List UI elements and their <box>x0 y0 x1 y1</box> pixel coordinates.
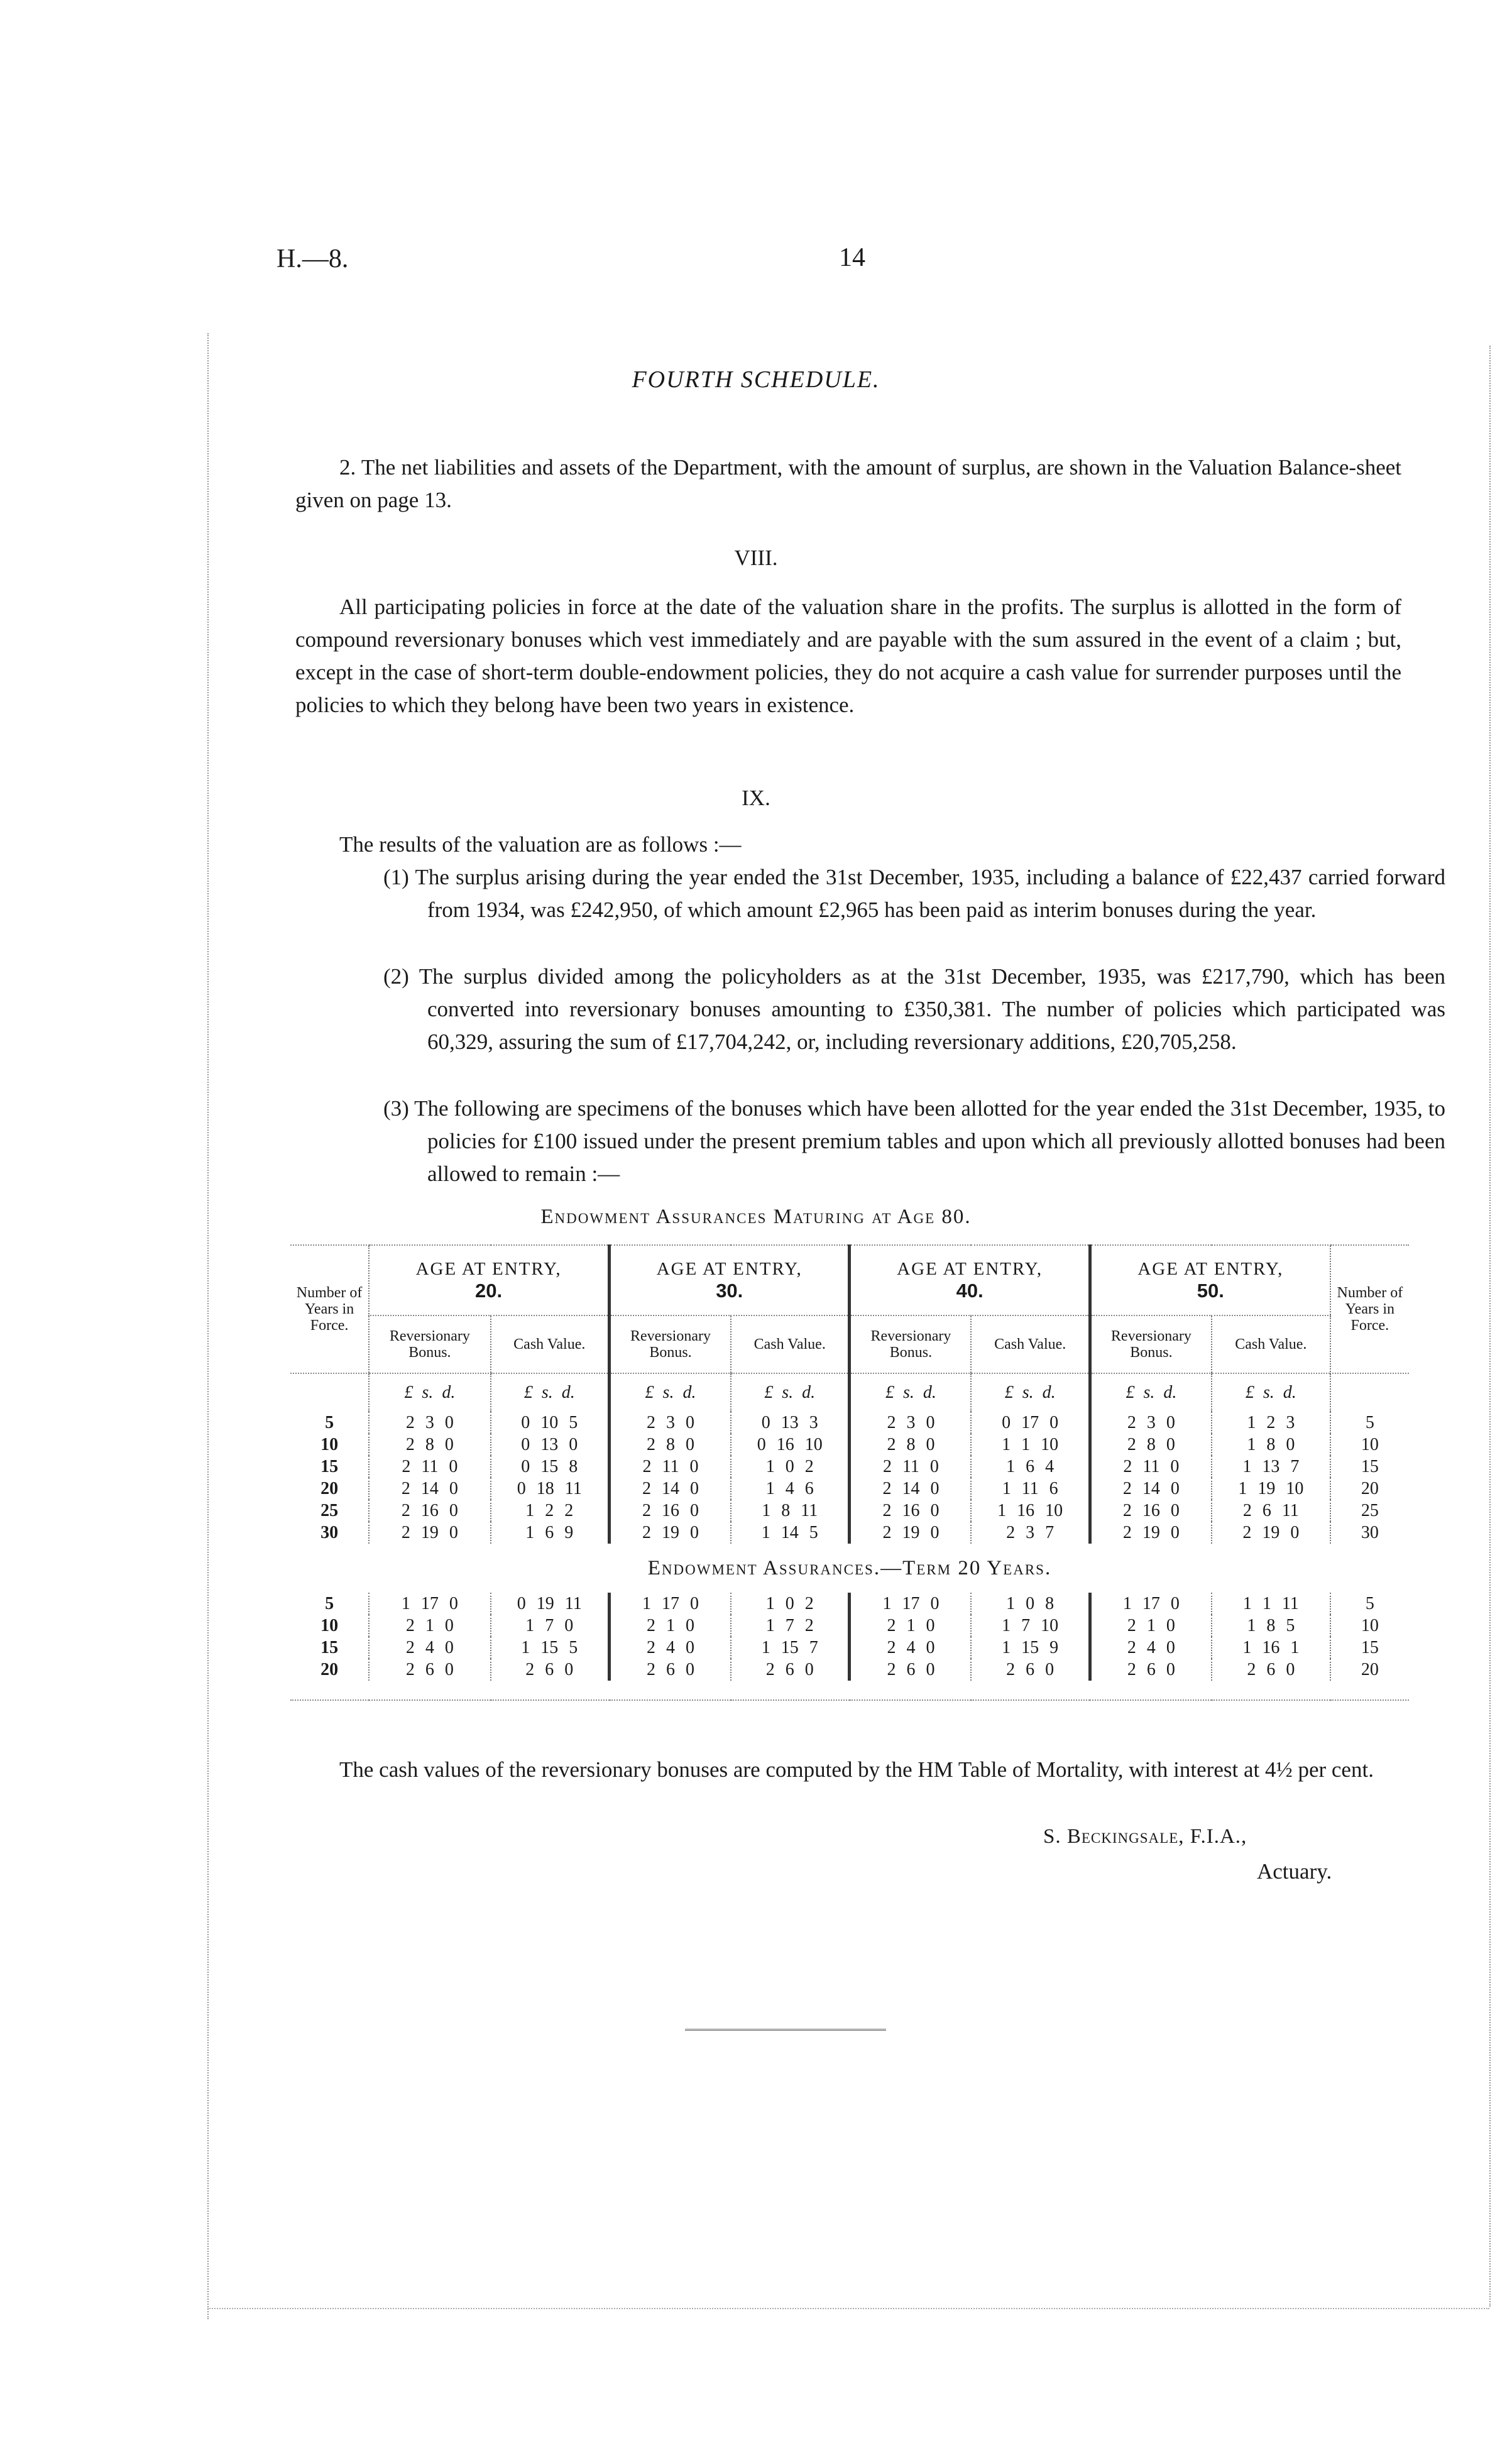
units-cell: £ s. d. <box>491 1373 610 1412</box>
cash-value-cell: 0 13 3 <box>731 1412 850 1434</box>
cash-value-cell: 0 15 8 <box>491 1456 610 1478</box>
reversionary-bonus-cell: 2 1 0 <box>369 1615 490 1637</box>
reversionary-bonus-cell: 2 14 0 <box>1090 1478 1211 1500</box>
signature-name: S. Beckingsale, F.I.A., <box>1043 1825 1247 1848</box>
cash-value-cell: 1 1 10 <box>971 1434 1090 1456</box>
reversionary-bonus-cell: 2 4 0 <box>369 1637 490 1659</box>
reversionary-bonus-cell: 1 17 0 <box>369 1593 490 1615</box>
years-in-force-cell: 25 <box>320 1500 339 1520</box>
cash-value-cell: 1 13 7 <box>1212 1456 1330 1478</box>
reversionary-bonus-cell: 2 6 0 <box>1090 1659 1211 1681</box>
cash-value-cell: 1 2 3 <box>1212 1412 1330 1434</box>
term-20-rows <box>290 1593 1409 1681</box>
years-in-force-cell: 15 <box>1330 1456 1409 1478</box>
cash-value-cell: 1 19 10 <box>1212 1478 1330 1500</box>
cash-value-cell: 2 3 7 <box>971 1522 1090 1544</box>
reversionary-bonus-cell: 2 19 0 <box>610 1522 731 1544</box>
years-in-force-cell: 15 <box>1330 1637 1409 1659</box>
reversionary-bonus-header: Reversionary Bonus. <box>610 1315 731 1373</box>
cash-value-cell: 2 19 0 <box>1212 1522 1330 1544</box>
reversionary-bonus-cell: 2 19 0 <box>850 1522 971 1544</box>
years-in-force-cell: 30 <box>320 1522 339 1542</box>
result-item-2: (2) The surplus divided among the policyholders as at the 31st December, 1935, was £217,790, which has been converted into reversionary bonuses amounting to £350,381. The number of policies which participated was 60,329, assuring the sum of £17,704,242, or, including reversionary additions, £20,705,258. <box>383 964 1445 1054</box>
reversionary-bonus-cell: 2 11 0 <box>369 1456 490 1478</box>
age-at-entry-label: AGE AT ENTRY, <box>656 1258 803 1279</box>
reversionary-bonus-cell: 1 17 0 <box>850 1593 971 1615</box>
reversionary-bonus-header: Reversionary Bonus. <box>369 1315 490 1373</box>
reversionary-bonus-header: Reversionary Bonus. <box>1090 1315 1211 1373</box>
cash-value-cell: 1 15 9 <box>971 1637 1090 1659</box>
age-50: 50. <box>1197 1279 1224 1302</box>
section-ix-heading: IX. <box>742 786 770 810</box>
result-item-3: (3) The following are specimens of the bonuses which have been allotted for the year ended the 31st December, 1935, to policies for £100 issued under the present premium tables and upon which all previously allotted bonuses had been allowed to remain :— <box>383 1096 1445 1186</box>
years-in-force-cell: 10 <box>1330 1615 1409 1637</box>
age-40: 40. <box>956 1279 983 1302</box>
reversionary-bonus-cell: 1 17 0 <box>610 1593 731 1615</box>
cash-value-header: Cash Value. <box>971 1315 1090 1373</box>
reversionary-bonus-cell: 2 11 0 <box>610 1456 731 1478</box>
units-cell: £ s. d. <box>971 1373 1090 1412</box>
reversionary-bonus-cell: 2 3 0 <box>850 1412 971 1434</box>
years-in-force-cell: 15 <box>320 1637 339 1657</box>
cash-value-cell: 1 0 8 <box>971 1593 1090 1615</box>
reversionary-bonus-cell: 2 14 0 <box>850 1478 971 1500</box>
cash-value-cell: 0 13 0 <box>491 1434 610 1456</box>
years-in-force-cell: 30 <box>1330 1522 1409 1544</box>
table-title: Endowment Assurances Maturing at Age 80. <box>540 1205 972 1228</box>
table-row <box>290 1412 1409 1434</box>
reversionary-bonus-cell: 2 14 0 <box>369 1478 490 1500</box>
age-20: 20. <box>475 1279 503 1302</box>
cash-value-cell: 1 8 0 <box>1212 1434 1330 1456</box>
reversionary-bonus-cell: 2 4 0 <box>850 1637 971 1659</box>
units-cell: £ s. d. <box>1212 1373 1330 1412</box>
maturing-age-80-rows <box>290 1412 1409 1544</box>
cash-value-cell: 1 7 0 <box>491 1615 610 1637</box>
cash-value-cell: 0 16 10 <box>731 1434 850 1456</box>
years-in-force-cell: 5 <box>325 1412 334 1432</box>
years-in-force-cell: 20 <box>1330 1659 1409 1681</box>
end-rule <box>685 2029 886 2031</box>
units-cell: £ s. d. <box>731 1373 850 1412</box>
reversionary-bonus-cell: 2 1 0 <box>850 1615 971 1637</box>
reversionary-bonus-cell: 1 17 0 <box>1090 1593 1211 1615</box>
reversionary-bonus-cell: 2 6 0 <box>369 1659 490 1681</box>
right-margin-rule <box>1489 346 1491 2307</box>
cash-value-cell: 1 4 6 <box>731 1478 850 1500</box>
cash-value-cell: 1 1 11 <box>1212 1593 1330 1615</box>
paragraph-ix-intro: The results of the valuation are as follows :— <box>339 832 742 857</box>
age-at-entry-label: AGE AT ENTRY, <box>897 1258 1043 1279</box>
cash-value-cell: 1 11 6 <box>971 1478 1090 1500</box>
table-row <box>290 1637 1409 1659</box>
cash-value-cell: 1 16 10 <box>971 1500 1090 1522</box>
cash-value-cell: 1 14 5 <box>731 1522 850 1544</box>
cash-value-cell: 1 16 1 <box>1212 1637 1330 1659</box>
reversionary-bonus-cell: 2 11 0 <box>1090 1456 1211 1478</box>
years-in-force-cell: 5 <box>325 1593 334 1613</box>
units-cell: £ s. d. <box>850 1373 971 1412</box>
cash-value-cell: 2 6 0 <box>491 1659 610 1681</box>
table-row <box>290 1434 1409 1456</box>
years-in-force-cell: 25 <box>1330 1500 1409 1522</box>
years-in-force-cell: 20 <box>1330 1478 1409 1500</box>
reversionary-bonus-cell: 2 16 0 <box>610 1500 731 1522</box>
cash-value-cell: 1 0 2 <box>731 1456 850 1478</box>
cash-value-cell: 0 19 11 <box>491 1593 610 1615</box>
years-in-force-header-right: Number of Years in Force. <box>1337 1285 1403 1334</box>
cash-value-cell: 1 7 2 <box>731 1615 850 1637</box>
table-row <box>290 1522 1409 1544</box>
table-row <box>290 1478 1409 1500</box>
cash-value-cell: 1 6 9 <box>491 1522 610 1544</box>
table-subtitle: Endowment Assurances.—Term 20 Years. <box>647 1556 1052 1579</box>
table-row <box>290 1615 1409 1637</box>
paragraph-2: 2. The net liabilities and assets of the Department, with the amount of surplus, are shown in the Valuation Balance-sheet given on page 13. <box>295 455 1401 512</box>
paragraph-viii: All participating policies in force at the date of the valuation share in the profits. The surplus is allotted in the form of compound reversionary bonuses which vest immediately and are payable with the sum assured in the event of a claim ; but, except in the case of short-term double-endowment policies, they do not acquire a cash value for surrender purposes until the policies to which they belong have been two years in existence. <box>295 595 1401 717</box>
reversionary-bonus-cell: 2 8 0 <box>1090 1434 1211 1456</box>
age-30: 30. <box>716 1279 743 1302</box>
cash-value-header: Cash Value. <box>491 1315 610 1373</box>
years-in-force-header-left: Number of Years in Force. <box>296 1285 363 1334</box>
years-in-force-cell: 20 <box>320 1478 339 1498</box>
years-in-force-cell: 5 <box>1330 1593 1409 1615</box>
cash-value-cell: 1 15 7 <box>731 1637 850 1659</box>
table-row <box>290 1456 1409 1478</box>
bonus-table <box>290 1244 1409 1701</box>
reversionary-bonus-cell: 2 3 0 <box>610 1412 731 1434</box>
cash-value-cell: 1 15 5 <box>491 1637 610 1659</box>
cash-value-cell: 1 6 4 <box>971 1456 1090 1478</box>
reversionary-bonus-cell: 2 8 0 <box>369 1434 490 1456</box>
cash-value-cell: 2 6 0 <box>731 1659 850 1681</box>
table-row <box>290 1593 1409 1615</box>
reversionary-bonus-cell: 2 8 0 <box>850 1434 971 1456</box>
years-in-force-cell: 10 <box>320 1615 339 1635</box>
reversionary-bonus-cell: 2 16 0 <box>850 1500 971 1522</box>
table-row <box>290 1500 1409 1522</box>
bottom-margin-rule <box>207 2308 1489 2309</box>
reversionary-bonus-cell: 2 8 0 <box>610 1434 731 1456</box>
reversionary-bonus-cell: 2 19 0 <box>369 1522 490 1544</box>
age-at-entry-label: AGE AT ENTRY, <box>1137 1258 1284 1279</box>
cash-value-header: Cash Value. <box>731 1315 850 1373</box>
reversionary-bonus-cell: 2 14 0 <box>610 1478 731 1500</box>
reversionary-bonus-cell: 2 1 0 <box>1090 1615 1211 1637</box>
cash-value-cell: 1 8 11 <box>731 1500 850 1522</box>
years-in-force-cell: 10 <box>320 1434 339 1454</box>
cash-value-cell: 2 6 0 <box>971 1659 1090 1681</box>
running-head: H.—8. <box>277 244 349 273</box>
cash-value-cell: 0 18 11 <box>491 1478 610 1500</box>
years-in-force-cell: 15 <box>320 1456 339 1476</box>
cash-value-cell: 2 6 0 <box>1212 1659 1330 1681</box>
signature-title: Actuary. <box>1257 1859 1332 1884</box>
schedule-title: FOURTH SCHEDULE. <box>632 366 880 393</box>
units-cell: £ s. d. <box>369 1373 490 1412</box>
reversionary-bonus-cell: 2 11 0 <box>850 1456 971 1478</box>
cash-value-cell: 1 2 2 <box>491 1500 610 1522</box>
reversionary-bonus-cell: 2 16 0 <box>369 1500 490 1522</box>
page-number: 14 <box>839 243 865 272</box>
years-in-force-cell: 20 <box>320 1659 339 1679</box>
reversionary-bonus-cell: 2 19 0 <box>1090 1522 1211 1544</box>
cash-value-cell: 1 8 5 <box>1212 1615 1330 1637</box>
reversionary-bonus-header: Reversionary Bonus. <box>850 1315 971 1373</box>
reversionary-bonus-cell: 2 4 0 <box>610 1637 731 1659</box>
cash-value-cell: 0 10 5 <box>491 1412 610 1434</box>
years-in-force-cell: 5 <box>1330 1412 1409 1434</box>
cash-value-cell: 0 17 0 <box>971 1412 1090 1434</box>
cash-value-cell: 1 7 10 <box>971 1615 1090 1637</box>
left-margin-rule <box>207 333 209 2319</box>
reversionary-bonus-cell: 2 3 0 <box>1090 1412 1211 1434</box>
units-cell: £ s. d. <box>1090 1373 1211 1412</box>
age-at-entry-label: AGE AT ENTRY, <box>415 1258 562 1279</box>
section-viii-heading: VIII. <box>734 546 778 570</box>
cash-value-cell: 1 0 2 <box>731 1593 850 1615</box>
result-item-1: (1) The surplus arising during the year ended the 31st December, 1935, including a balance of £22,437 carried forward from 1934, was £242,950, of which amount £2,965 has been paid as interim bonuses during the year. <box>383 865 1445 922</box>
reversionary-bonus-cell: 2 3 0 <box>369 1412 490 1434</box>
reversionary-bonus-cell: 2 4 0 <box>1090 1637 1211 1659</box>
table-row <box>290 1659 1409 1681</box>
reversionary-bonus-cell: 2 6 0 <box>610 1659 731 1681</box>
units-cell: £ s. d. <box>610 1373 731 1412</box>
reversionary-bonus-cell: 2 16 0 <box>1090 1500 1211 1522</box>
reversionary-bonus-cell: 2 1 0 <box>610 1615 731 1637</box>
reversionary-bonus-cell: 2 6 0 <box>850 1659 971 1681</box>
years-in-force-cell: 10 <box>1330 1434 1409 1456</box>
cash-value-header: Cash Value. <box>1212 1315 1330 1373</box>
cash-value-cell: 2 6 11 <box>1212 1500 1330 1522</box>
closing-paragraph: The cash values of the reversionary bonuses are computed by the HM Table of Mortality, with interest at 4½ per cent. <box>339 1757 1374 1782</box>
